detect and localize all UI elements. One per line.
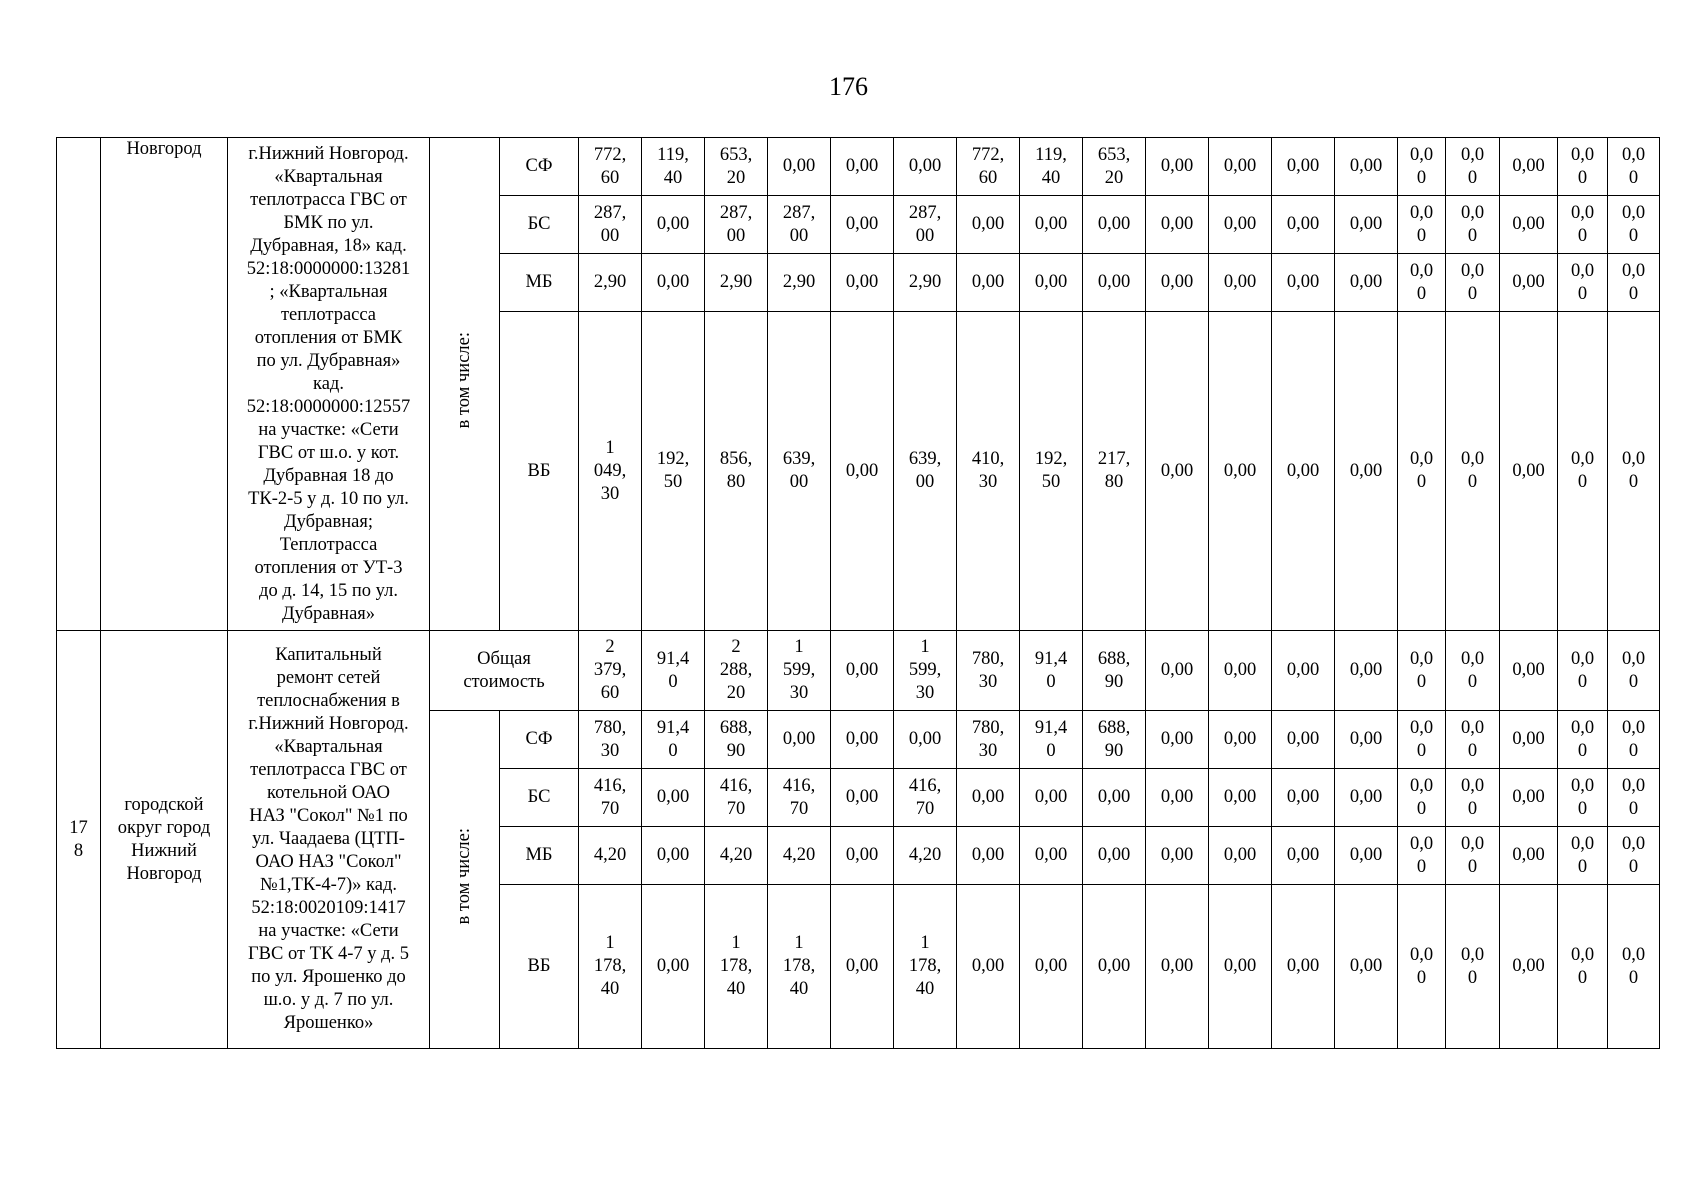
value-cell: 0,00 <box>831 254 894 312</box>
value-cell: 688, 90 <box>1083 711 1146 769</box>
value-cell: 287, 00 <box>579 196 642 254</box>
value-cell: 0,00 <box>1500 196 1558 254</box>
value-cell: 0,0 0 <box>1446 631 1500 711</box>
value-cell: 0,00 <box>1500 138 1558 196</box>
value-cell: 0,00 <box>1272 827 1335 885</box>
value-cell: 0,00 <box>642 827 705 885</box>
value-cell: 0,0 0 <box>1558 138 1608 196</box>
value-cell: 0,0 0 <box>1398 254 1446 312</box>
value-cell: 0,0 0 <box>1558 769 1608 827</box>
value-cell: 192, 50 <box>1020 312 1083 631</box>
value-cell: 0,00 <box>831 631 894 711</box>
value-cell: 0,00 <box>1020 769 1083 827</box>
value-cell: 0,00 <box>1272 631 1335 711</box>
value-cell: 772, 60 <box>579 138 642 196</box>
value-cell: 0,00 <box>1272 312 1335 631</box>
value-cell: 0,00 <box>1335 312 1398 631</box>
value-cell: 0,00 <box>1272 254 1335 312</box>
value-cell: 0,00 <box>1209 312 1272 631</box>
value-cell: 2 288, 20 <box>705 631 768 711</box>
value-cell: 0,00 <box>1146 631 1209 711</box>
value-cell: 0,00 <box>1335 631 1398 711</box>
value-cell: 0,0 0 <box>1398 769 1446 827</box>
value-cell: 2,90 <box>894 254 957 312</box>
value-cell: 0,00 <box>831 769 894 827</box>
value-cell: 0,00 <box>1272 885 1335 1049</box>
value-cell: 0,00 <box>1083 254 1146 312</box>
value-cell: 0,0 0 <box>1558 827 1608 885</box>
value-cell: 2,90 <box>768 254 831 312</box>
value-cell: 4,20 <box>894 827 957 885</box>
value-cell: 0,00 <box>1335 138 1398 196</box>
source-label: БС <box>500 196 579 254</box>
value-cell: 91,4 0 <box>642 631 705 711</box>
municipality-cell: городской округ город Нижний Новгород <box>101 631 228 1049</box>
value-cell: 0,00 <box>894 711 957 769</box>
value-cell: 217, 80 <box>1083 312 1146 631</box>
value-cell: 1 599, 30 <box>768 631 831 711</box>
value-cell: 0,0 0 <box>1446 769 1500 827</box>
value-cell: 416, 70 <box>768 769 831 827</box>
value-cell: 2 379, 60 <box>579 631 642 711</box>
value-cell: 0,0 0 <box>1398 885 1446 1049</box>
value-cell: 653, 20 <box>705 138 768 196</box>
table-row <box>57 138 1660 196</box>
value-cell: 653, 20 <box>1083 138 1146 196</box>
total-cost-label: Общая стоимость <box>430 631 579 711</box>
value-cell: 639, 00 <box>768 312 831 631</box>
value-cell: 1 049, 30 <box>579 312 642 631</box>
value-cell: 416, 70 <box>579 769 642 827</box>
value-cell: 0,0 0 <box>1398 138 1446 196</box>
including-label-cell <box>430 711 500 1049</box>
value-cell: 0,00 <box>642 254 705 312</box>
value-cell: 1 599, 30 <box>894 631 957 711</box>
value-cell: 0,00 <box>1272 196 1335 254</box>
value-cell: 780, 30 <box>579 711 642 769</box>
value-cell: 1 178, 40 <box>579 885 642 1049</box>
value-cell: 119, 40 <box>1020 138 1083 196</box>
source-label: МБ <box>500 827 579 885</box>
value-cell: 0,0 0 <box>1446 254 1500 312</box>
value-cell: 0,0 0 <box>1608 631 1660 711</box>
value-cell: 0,00 <box>642 769 705 827</box>
value-cell: 0,0 0 <box>1446 827 1500 885</box>
value-cell: 0,00 <box>957 885 1020 1049</box>
value-cell: 0,00 <box>1209 711 1272 769</box>
value-cell: 0,00 <box>831 827 894 885</box>
value-cell: 0,00 <box>1146 769 1209 827</box>
value-cell: 0,00 <box>1083 885 1146 1049</box>
value-cell: 0,00 <box>1146 196 1209 254</box>
value-cell: 0,00 <box>894 138 957 196</box>
value-cell: 0,00 <box>1209 885 1272 1049</box>
value-cell: 772, 60 <box>957 138 1020 196</box>
value-cell: 0,00 <box>1335 254 1398 312</box>
value-cell: 0,0 0 <box>1398 827 1446 885</box>
value-cell: 0,00 <box>1335 885 1398 1049</box>
value-cell: 1 178, 40 <box>894 885 957 1049</box>
value-cell: 0,0 0 <box>1558 631 1608 711</box>
value-cell: 0,00 <box>1146 827 1209 885</box>
value-cell: 780, 30 <box>957 711 1020 769</box>
value-cell: 639, 00 <box>894 312 957 631</box>
value-cell: 0,0 0 <box>1446 312 1500 631</box>
value-cell: 0,00 <box>1209 254 1272 312</box>
value-cell: 0,0 0 <box>1608 312 1660 631</box>
value-cell: 0,00 <box>1020 254 1083 312</box>
value-cell: 0,00 <box>1209 196 1272 254</box>
including-label-cell <box>430 138 500 631</box>
value-cell: 0,00 <box>1020 196 1083 254</box>
value-cell: 0,00 <box>1500 827 1558 885</box>
value-cell: 0,00 <box>768 138 831 196</box>
value-cell: 0,00 <box>957 196 1020 254</box>
value-cell: 91,4 0 <box>1020 631 1083 711</box>
value-cell: 0,00 <box>831 885 894 1049</box>
value-cell: 0,0 0 <box>1558 711 1608 769</box>
value-cell: 0,00 <box>642 885 705 1049</box>
value-cell: 0,00 <box>1209 138 1272 196</box>
source-label: БС <box>500 769 579 827</box>
value-cell: 0,00 <box>1272 711 1335 769</box>
value-cell: 0,00 <box>1209 827 1272 885</box>
value-cell: 119, 40 <box>642 138 705 196</box>
value-cell: 2,90 <box>705 254 768 312</box>
value-cell: 0,00 <box>1020 827 1083 885</box>
value-cell: 0,00 <box>1146 312 1209 631</box>
value-cell: 0,00 <box>642 196 705 254</box>
row-number: 17 8 <box>57 631 101 1049</box>
value-cell: 856, 80 <box>705 312 768 631</box>
value-cell: 0,00 <box>1209 631 1272 711</box>
value-cell: 0,00 <box>1500 312 1558 631</box>
value-cell: 0,00 <box>1335 711 1398 769</box>
value-cell: 1 178, 40 <box>768 885 831 1049</box>
value-cell: 0,0 0 <box>1558 254 1608 312</box>
value-cell: 0,00 <box>1272 769 1335 827</box>
value-cell: 4,20 <box>579 827 642 885</box>
municipality-cell: Новгород <box>101 138 228 631</box>
value-cell: 0,00 <box>831 711 894 769</box>
value-cell: 0,00 <box>1500 254 1558 312</box>
value-cell: 0,00 <box>1209 769 1272 827</box>
value-cell: 416, 70 <box>894 769 957 827</box>
source-label: МБ <box>500 254 579 312</box>
value-cell: 91,4 0 <box>642 711 705 769</box>
including-label: в том числе: <box>454 827 474 925</box>
including-label: в том числе: <box>454 332 474 429</box>
value-cell: 0,00 <box>1500 769 1558 827</box>
value-cell: 0,0 0 <box>1558 312 1608 631</box>
value-cell: 0,00 <box>831 312 894 631</box>
table-row <box>57 631 1660 711</box>
value-cell: 1 178, 40 <box>705 885 768 1049</box>
value-cell: 0,00 <box>1146 885 1209 1049</box>
source-label: СФ <box>500 711 579 769</box>
value-cell: 0,0 0 <box>1398 196 1446 254</box>
value-cell: 2,90 <box>579 254 642 312</box>
value-cell: 0,00 <box>1083 769 1146 827</box>
value-cell: 0,00 <box>957 769 1020 827</box>
value-cell: 0,00 <box>957 254 1020 312</box>
row-number <box>57 138 101 631</box>
value-cell: 0,0 0 <box>1558 196 1608 254</box>
value-cell: 0,0 0 <box>1446 196 1500 254</box>
value-cell: 0,0 0 <box>1608 885 1660 1049</box>
value-cell: 0,00 <box>1500 631 1558 711</box>
value-cell: 0,0 0 <box>1608 711 1660 769</box>
value-cell: 0,0 0 <box>1446 138 1500 196</box>
source-label: ВБ <box>500 312 579 631</box>
value-cell: 0,00 <box>831 196 894 254</box>
value-cell: 0,00 <box>1146 138 1209 196</box>
value-cell: 780, 30 <box>957 631 1020 711</box>
value-cell: 0,00 <box>1083 827 1146 885</box>
value-cell: 688, 90 <box>1083 631 1146 711</box>
source-label: ВБ <box>500 885 579 1049</box>
value-cell: 0,0 0 <box>1398 631 1446 711</box>
value-cell: 416, 70 <box>705 769 768 827</box>
object-description: Капитальный ремонт сетей теплоснабжения в г.Нижний Новгород. «Квартальная теплотрасса ГВС от котельной ОАО НАЗ "Сокол" №1 по ул. Чаадаева (ЦТП- ОАО НАЗ "Сокол" №1,ТК-4-7)» кад. 52:18:0020109:1417 на участке: «Сети ГВС от ТК 4-7 у д. 5 по ул. Ярошенко до ш.о. у д. 7 по ул. Ярошенко» <box>228 631 430 1049</box>
value-cell: 0,00 <box>1500 711 1558 769</box>
value-cell: 0,0 0 <box>1558 885 1608 1049</box>
value-cell: 0,00 <box>831 138 894 196</box>
value-cell: 0,00 <box>768 711 831 769</box>
value-cell: 0,00 <box>1146 254 1209 312</box>
value-cell: 0,00 <box>1083 196 1146 254</box>
value-cell: 0,0 0 <box>1608 196 1660 254</box>
value-cell: 4,20 <box>705 827 768 885</box>
page-number: 176 <box>829 72 868 101</box>
value-cell: 0,0 0 <box>1398 312 1446 631</box>
value-cell: 287, 00 <box>894 196 957 254</box>
value-cell: 0,00 <box>1335 827 1398 885</box>
source-label: СФ <box>500 138 579 196</box>
value-cell: 0,0 0 <box>1608 138 1660 196</box>
value-cell: 0,00 <box>1335 196 1398 254</box>
object-description: г.Нижний Новгород. «Квартальная теплотрасса ГВС от БМК по ул. Дубравная, 18» кад. 52:18:0000000:13281 ; «Квартальная теплотрасса отопления от БМК по ул. Дубравная» кад. 52:18:0000000:12557 на участке: «Сети ГВС от ш.о. у кот. Дубравная 18 до ТК-2-5 у д. 10 по ул. Дубравная; Теплотрасса отопления от УТ-3 до д. 14, 15 по ул. Дубравная» <box>228 138 430 631</box>
value-cell: 91,4 0 <box>1020 711 1083 769</box>
value-cell: 0,00 <box>1500 885 1558 1049</box>
value-cell: 287, 00 <box>705 196 768 254</box>
value-cell: 0,00 <box>1020 885 1083 1049</box>
value-cell: 0,00 <box>957 827 1020 885</box>
value-cell: 0,0 0 <box>1608 254 1660 312</box>
value-cell: 0,00 <box>1272 138 1335 196</box>
value-cell: 287, 00 <box>768 196 831 254</box>
financing-table <box>56 137 1660 1049</box>
value-cell: 0,0 0 <box>1446 885 1500 1049</box>
value-cell: 0,0 0 <box>1446 711 1500 769</box>
value-cell: 0,0 0 <box>1608 827 1660 885</box>
value-cell: 0,0 0 <box>1398 711 1446 769</box>
value-cell: 688, 90 <box>705 711 768 769</box>
value-cell: 4,20 <box>768 827 831 885</box>
value-cell: 410, 30 <box>957 312 1020 631</box>
value-cell: 192, 50 <box>642 312 705 631</box>
value-cell: 0,0 0 <box>1608 769 1660 827</box>
value-cell: 0,00 <box>1146 711 1209 769</box>
value-cell: 0,00 <box>1335 769 1398 827</box>
